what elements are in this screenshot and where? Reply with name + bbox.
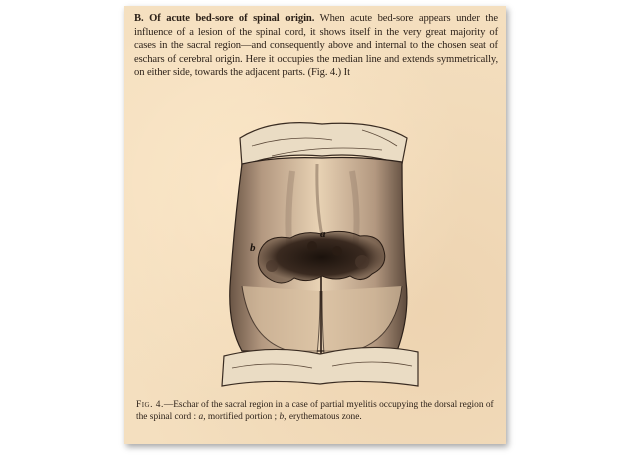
caption-label-b: b (279, 412, 285, 423)
caption-figure-number: Fig. 4. (136, 400, 164, 410)
section-heading: B. Of acute bed-sore of spinal origin. (134, 13, 315, 24)
body-text: When acute bed-sore appears under the influence of a lesion of the spinal cord, it shows itself in the very great majority of cases in the sacral region—and consequently above and internal to the chosen seat of eschars of cerebral origin. Here it occupies the median line and extends symmetrically, on either side, towards the adjacent parts. (Fig. 4.) It (134, 13, 498, 79)
figure-caption (136, 399, 496, 423)
caption-desc-a: , mortified portion ; (203, 412, 278, 423)
figure-label-b: b (250, 242, 256, 254)
caption-label-a: a (198, 412, 204, 423)
book-page (124, 6, 506, 444)
body-paragraph (134, 12, 498, 80)
sacral-eschar-illustration (212, 116, 422, 396)
caption-text: —Eschar of the sacral region in a case of partial myelitis occupying the dorsal region of the spinal cord : (136, 400, 494, 423)
caption-desc-b: , erythematous zone. (284, 412, 362, 423)
figure-label-a: a (320, 228, 326, 240)
engraving-figure (212, 116, 422, 396)
